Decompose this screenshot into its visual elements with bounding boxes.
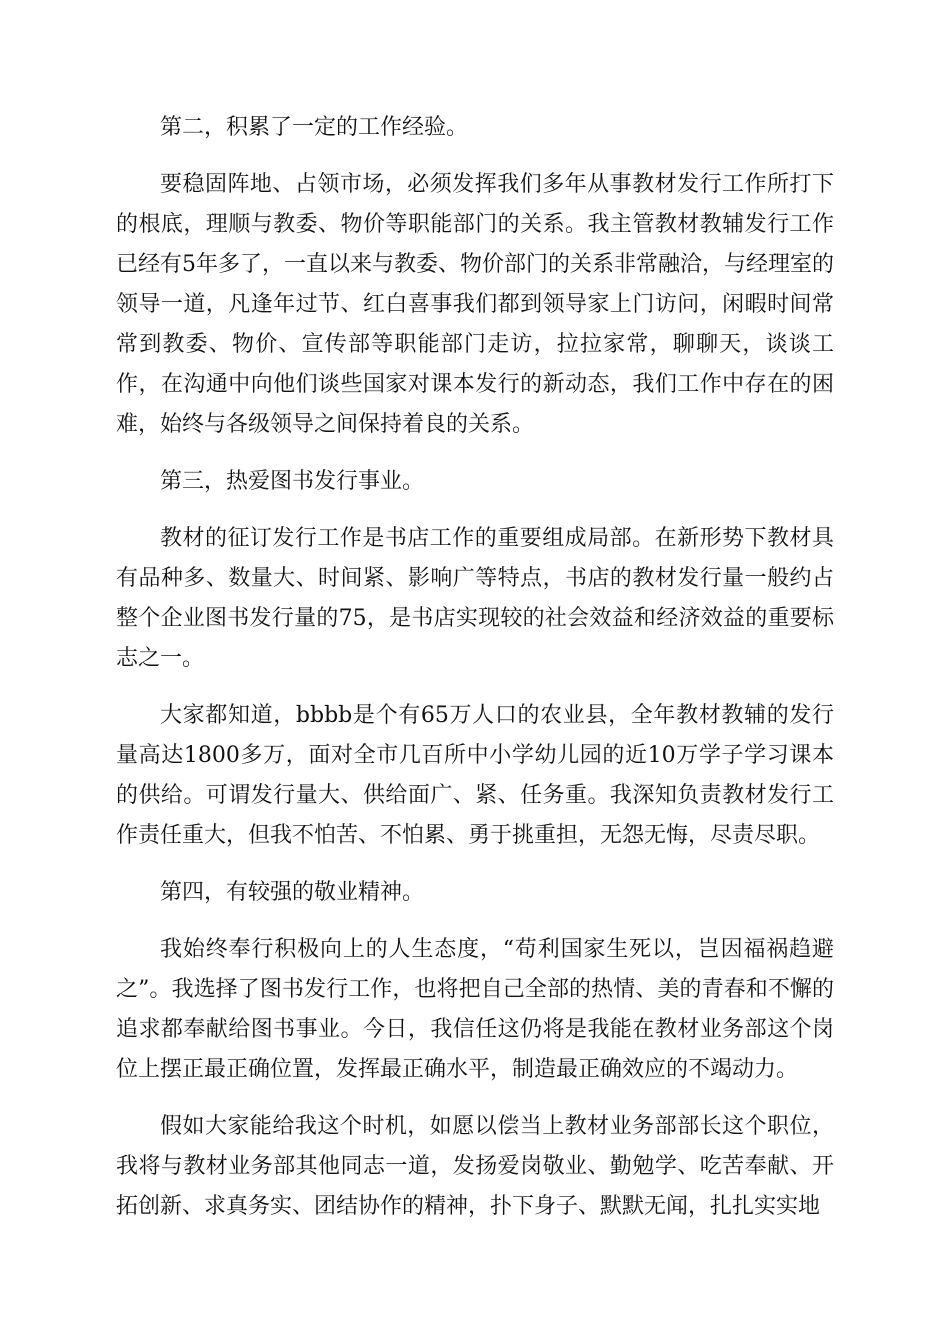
document-body: [116, 108, 834, 1244]
paragraph-textbook-distribution: 教材的征订发行工作是书店工作的重要组成局部。在新形势下教材具有品种多、数量大、时间紧、影响广等特点，书店的教材发行量一般约占整个企业图书发行量的75，是书店实现较的社会效益和经济效益的重要标志之一。: [116, 526, 834, 671]
paragraph-work-experience: 要稳固阵地、占领市场，必须发挥我们多年从事教材发行工作所打下的根底，理顺与教委、物价等职能部门的关系。我主管教材教辅发行工作已经有5年多了，一直以来与教委、物价部门的关系非常融洽，与经理室的领导一道，凡逢年过节、红白喜事我们都到领导家上门访问，闲暇时间常常到教委、物价、宣传部等职能部门走访，拉拉家常，聊聊天，谈谈工作，在沟通中向他们谈些国家对课本发行的新动态，我们工作中存在的困难，始终与各级领导之间保持着良的关系。: [116, 172, 834, 437]
paragraph-dedication: 我始终奉行积极向上的人生态度，“苟利国家生死以，岂因福祸趋避之”。我选择了图书发行工作，也将把自己全部的热情、美的青春和不懈的追求都奉献给图书事业。今日，我信任这仍将是我能在教材业务部这个岗位上摆正最正确位置，发挥最正确水平，制造最正确效应的不竭动力。: [116, 937, 834, 1082]
paragraph-commitment: 假如大家能给我这个时机，如愿以偿当上教材业务部部长这个职位，我将与教材业务部其他同志一道，发扬爱岗敬业、勤勉学、吃苦奉献、开拓创新、求真务实、团结协作的精神，扑下身子、默默无闻，扎扎实实地: [116, 1114, 834, 1219]
section-heading-fourth: 第四，有较强的敬业精神。: [160, 880, 425, 905]
paragraph-county-supply: 大家都知道，bbbb是个有65万人口的农业县，全年教材教辅的发行量高达1800多万，面对全市几百所中小学幼儿园的近10万学子学习课本的供给。可谓发行量大、供给面广、紧、任务重。我深知负责教材发行工作责任重大，但我不怕苦、不怕累、勇于挑重担，无怨无悔，尽责尽职。: [116, 703, 834, 848]
section-heading-second: 第二，积累了一定的工作经验。: [160, 115, 469, 140]
section-heading-third: 第三，热爱图书发行事业。: [160, 469, 425, 494]
